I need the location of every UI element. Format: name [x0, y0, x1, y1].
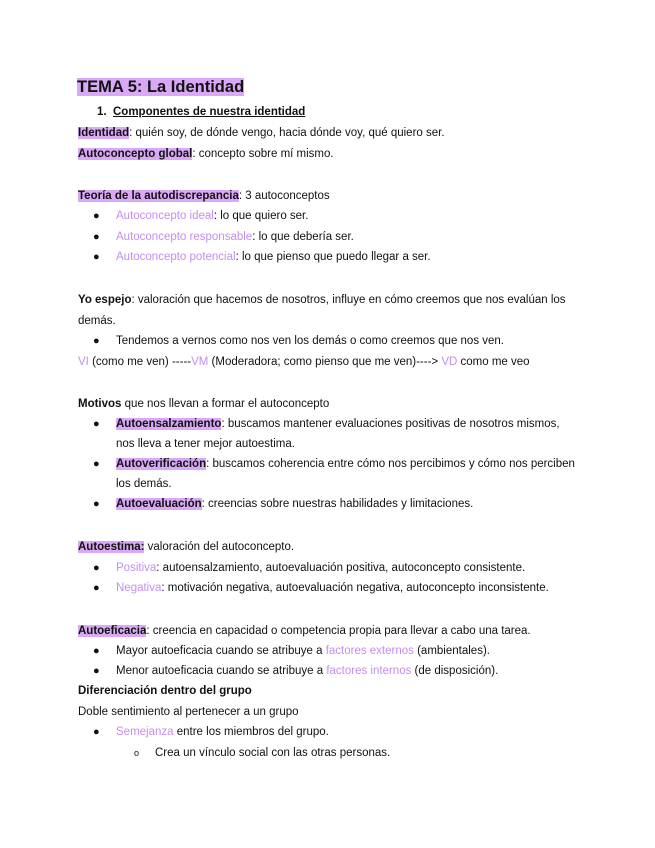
autoestima-item-term: Negativa	[116, 582, 162, 594]
motivos-line	[78, 397, 329, 411]
list-item	[116, 230, 354, 244]
list-item	[116, 334, 504, 348]
motivo-text-2: nos lleva a tener mejor autoestima.	[116, 438, 295, 450]
motivo-text: : buscamos mantener evaluaciones positivas de nosotros mismos,	[221, 418, 560, 430]
bullet-icon: ●	[93, 645, 100, 657]
list-item	[116, 561, 525, 575]
list-item	[116, 250, 431, 264]
bullet-icon: ●	[93, 498, 100, 510]
bullet-icon: ●	[93, 726, 100, 738]
bullet-icon: ●	[93, 418, 100, 430]
semejanza-text: entre los miembros del grupo.	[173, 726, 329, 738]
vd-text: como me veo	[457, 356, 530, 368]
bullet-icon: ●	[93, 582, 100, 594]
teoria-item-term: Autoconcepto ideal	[116, 210, 214, 222]
autoestima-item-text: : motivación negativa, autoevaluación negativa, autoconcepto inconsistente.	[161, 582, 549, 594]
bullet-icon: ●	[93, 335, 100, 347]
autoconcepto-global-text: : concepto sobre mí mismo.	[192, 148, 334, 160]
list-item	[116, 457, 575, 471]
autoestima-text: valoración del autoconcepto.	[144, 541, 295, 553]
identidad-text: : quién soy, de dónde vengo, hacia dónde voy, qué quiero ser.	[129, 127, 445, 139]
motivos-term: Motivos	[78, 398, 122, 410]
section-heading	[97, 105, 305, 119]
list-item	[116, 581, 549, 595]
section-number: 1.	[97, 106, 107, 118]
autoconcepto-global-term: Autoconcepto global	[78, 148, 193, 160]
list-item	[116, 209, 308, 223]
bullet-icon: ●	[93, 562, 100, 574]
autoeficacia-line	[78, 624, 531, 638]
autoeficacia-item-pre: Menor autoeficacia cuando se atribuye a	[116, 665, 327, 677]
bullet-icon: ●	[93, 210, 100, 222]
list-item-continuation	[116, 477, 172, 491]
motivo-term: Autoverificación	[116, 458, 207, 470]
motivos-text: que nos llevan a formar el autoconcepto	[121, 398, 330, 410]
autoeficacia-term: Autoeficacia	[78, 625, 147, 637]
vm-text: (Moderadora; como pienso que me ven)---->	[208, 356, 442, 368]
autoeficacia-item-post: (de disposición).	[411, 665, 499, 677]
yo-espejo-line	[78, 293, 566, 307]
yo-espejo-term: Yo espejo	[78, 294, 132, 306]
teoria-item-term: Autoconcepto potencial	[116, 251, 236, 263]
autoconcepto-global-line	[78, 147, 334, 161]
section-title: Componentes de nuestra identidad	[112, 106, 306, 118]
teoria-item-text: : lo que debería ser.	[252, 231, 354, 243]
teoria-item-term: Autoconcepto responsable	[116, 231, 253, 243]
title-text: TEMA 5: La Identidad	[77, 78, 245, 96]
list-item	[116, 417, 560, 431]
page-title	[77, 77, 244, 97]
list-item	[116, 497, 473, 511]
list-item	[116, 725, 329, 739]
vd-label: VD	[441, 356, 458, 368]
autoestima-item-text: : autoensalzamiento, autoevaluación positiva, autoconcepto consistente.	[156, 562, 526, 574]
teoria-term: Teoría de la autodiscrepancia	[78, 190, 239, 202]
autoestima-term: Autoestima:	[78, 541, 145, 553]
yo-espejo-item: Tendemos a vernos como nos ven los demás o como creemos que nos ven.	[116, 335, 505, 347]
motivo-term: Autoevaluación	[116, 498, 202, 510]
autoeficacia-item-post: (ambientales).	[413, 645, 490, 657]
motivo-text: : creencias sobre nuestras habilidades y limitaciones.	[201, 498, 474, 510]
bullet-icon: ●	[93, 251, 100, 263]
identidad-term: Identidad	[78, 127, 130, 139]
sub-list-item	[155, 746, 390, 760]
autoeficacia-item-term: factores externos	[325, 645, 414, 657]
identidad-line	[78, 126, 445, 140]
semejanza-term: Semejanza	[116, 726, 174, 738]
diferenciacion-text: Doble sentimiento al pertenecer a un grupo	[78, 706, 299, 718]
bullet-icon: ●	[93, 458, 100, 470]
yo-espejo-text: : valoración que hacemos de nosotros, influye en cómo creemos que nos evalúan los	[131, 294, 566, 306]
bullet-icon: ●	[93, 231, 100, 243]
autoeficacia-text: : creencia en capacidad o competencia propia para llevar a cabo una tarea.	[146, 625, 531, 637]
list-item	[116, 664, 498, 678]
motivo-text-2: los demás.	[116, 478, 172, 490]
yo-espejo-line-2	[78, 314, 116, 328]
list-item-continuation	[116, 437, 295, 451]
teoria-text: : 3 autoconceptos	[238, 190, 330, 202]
list-item	[116, 644, 490, 658]
variables-line	[78, 355, 530, 369]
teoria-item-text: : lo que quiero ser.	[213, 210, 309, 222]
diferenciacion-heading-text: Diferenciación dentro del grupo	[78, 685, 252, 697]
diferenciacion-line	[78, 705, 299, 719]
teoria-item-text: : lo que pienso que puedo llegar a ser.	[235, 251, 431, 263]
bullet-icon: ●	[93, 665, 100, 677]
vi-label: VI	[78, 356, 89, 368]
motivo-text: : buscamos coherencia entre cómo nos percibimos y cómo nos perciben	[206, 458, 575, 470]
autoestima-line	[78, 540, 294, 554]
autoeficacia-item-pre: Mayor autoeficacia cuando se atribuye a	[116, 645, 326, 657]
autoestima-item-term: Positiva	[116, 562, 157, 574]
diferenciacion-heading	[78, 684, 252, 698]
yo-espejo-text-2: demás.	[78, 315, 116, 327]
teoria-line	[78, 189, 330, 203]
autoeficacia-item-term: factores internos	[326, 665, 412, 677]
circle-bullet-icon: o	[134, 748, 140, 758]
vi-text: (como me ven) -----	[88, 356, 192, 368]
subitem-text: Crea un vínculo social con las otras personas.	[155, 747, 391, 759]
vm-label: VM	[191, 356, 209, 368]
motivo-term: Autoensalzamiento	[116, 418, 222, 430]
